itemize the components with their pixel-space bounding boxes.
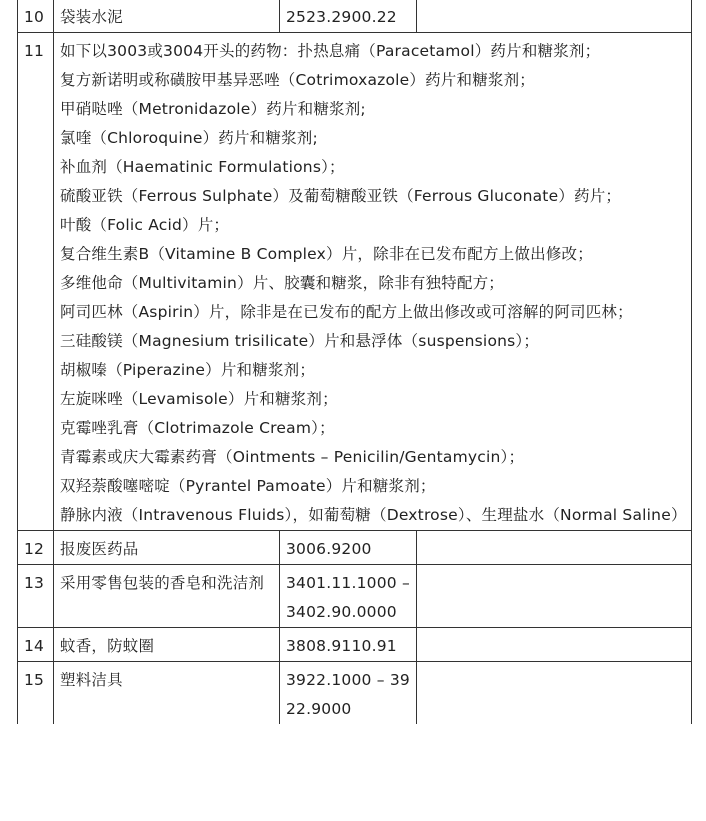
medicine-item: 叶酸（Folic Acid）片； xyxy=(60,216,230,234)
medicine-item: 双羟萘酸噻嘧啶（Pyrantel Pamoate）片和糖浆剂； xyxy=(60,477,436,495)
medicine-item: 补血剂（Haematinic Formulations）； xyxy=(60,158,345,176)
row-number: 12 xyxy=(18,531,54,565)
table-row xyxy=(18,662,692,725)
medicine-item: 三硅酸镁（Magnesium trisilicate）片和悬浮体（suspensions）； xyxy=(60,332,540,350)
medicine-item: 多维他命（Multivitamin）片、胶囊和糖浆，除非有独特配方； xyxy=(60,274,504,292)
medicine-item: 胡椒嗪（Piperazine）片和糖浆剂； xyxy=(60,361,316,379)
medicine-item: 青霉素或庆大霉素药膏（Ointments – Penicilin/Gentamycin）； xyxy=(60,448,525,466)
table-row xyxy=(18,565,692,628)
goods-name: 报废医药品 xyxy=(54,531,280,565)
hs-code: 3922.1000 – 3922.9000 xyxy=(280,662,417,725)
medicine-item: 静脉内液（Intravenous Fluids），如葡萄糖（Dextrose）、生理盐水（Normal Saline） xyxy=(60,506,687,524)
row-number: 15 xyxy=(18,662,54,725)
medicine-item: 硫酸亚铁（Ferrous Sulphate）及葡萄糖酸亚铁（Ferrous Gluconate）药片； xyxy=(60,187,622,205)
goods-name: 袋装水泥 xyxy=(54,0,280,33)
medicine-item: 甲硝哒唑（Metronidazole）药片和糖浆剂; xyxy=(60,100,366,118)
medicine-item: 如下以3003或3004开头的药物：扑热息痛（Paracetamol）药片和糖浆剂； xyxy=(60,42,601,60)
note-cell xyxy=(417,531,692,565)
table-row xyxy=(18,33,692,531)
goods-name: 塑料洁具 xyxy=(54,662,280,725)
hs-code: 3006.9200 xyxy=(280,531,417,565)
note-cell xyxy=(417,628,692,662)
note-cell xyxy=(417,0,692,33)
medicine-item: 左旋咪唑（Levamisole）片和糖浆剂； xyxy=(60,390,338,408)
row-number: 13 xyxy=(18,565,54,628)
note-cell xyxy=(417,565,692,628)
goods-name: 蚊香，防蚊圈 xyxy=(54,628,280,662)
medicine-item: 氯喹（Chloroquine）药片和糖浆剂; xyxy=(60,129,318,147)
medicine-item: 复方新诺明或称磺胺甲基异恶唑（Cotrimoxazole）药片和糖浆剂； xyxy=(60,71,536,89)
row-number: 10 xyxy=(18,0,54,33)
table-row xyxy=(18,531,692,565)
medicine-list-cell xyxy=(54,33,692,531)
hs-code: 3401.11.1000 – 3402.90.0000 xyxy=(280,565,417,628)
medicine-item: 克霉唑乳膏（Clotrimazole Cream）； xyxy=(60,419,335,437)
note-cell xyxy=(417,662,692,725)
row-number: 14 xyxy=(18,628,54,662)
medicine-item: 阿司匹林（Aspirin）片，除非是在已发布的配方上做出修改或可溶解的阿司匹林； xyxy=(60,303,633,321)
customs-goods-table xyxy=(17,0,692,724)
goods-name: 采用零售包装的香皂和洗洁剂 xyxy=(54,565,280,628)
table-row xyxy=(18,0,692,33)
row-number: 11 xyxy=(18,33,54,531)
table-row xyxy=(18,628,692,662)
hs-code: 3808.9110.91 xyxy=(280,628,417,662)
medicine-item: 复合维生素B（Vitamine B Complex）片，除非在已发布配方上做出修改； xyxy=(60,245,593,263)
hs-code: 2523.2900.22 xyxy=(280,0,417,33)
